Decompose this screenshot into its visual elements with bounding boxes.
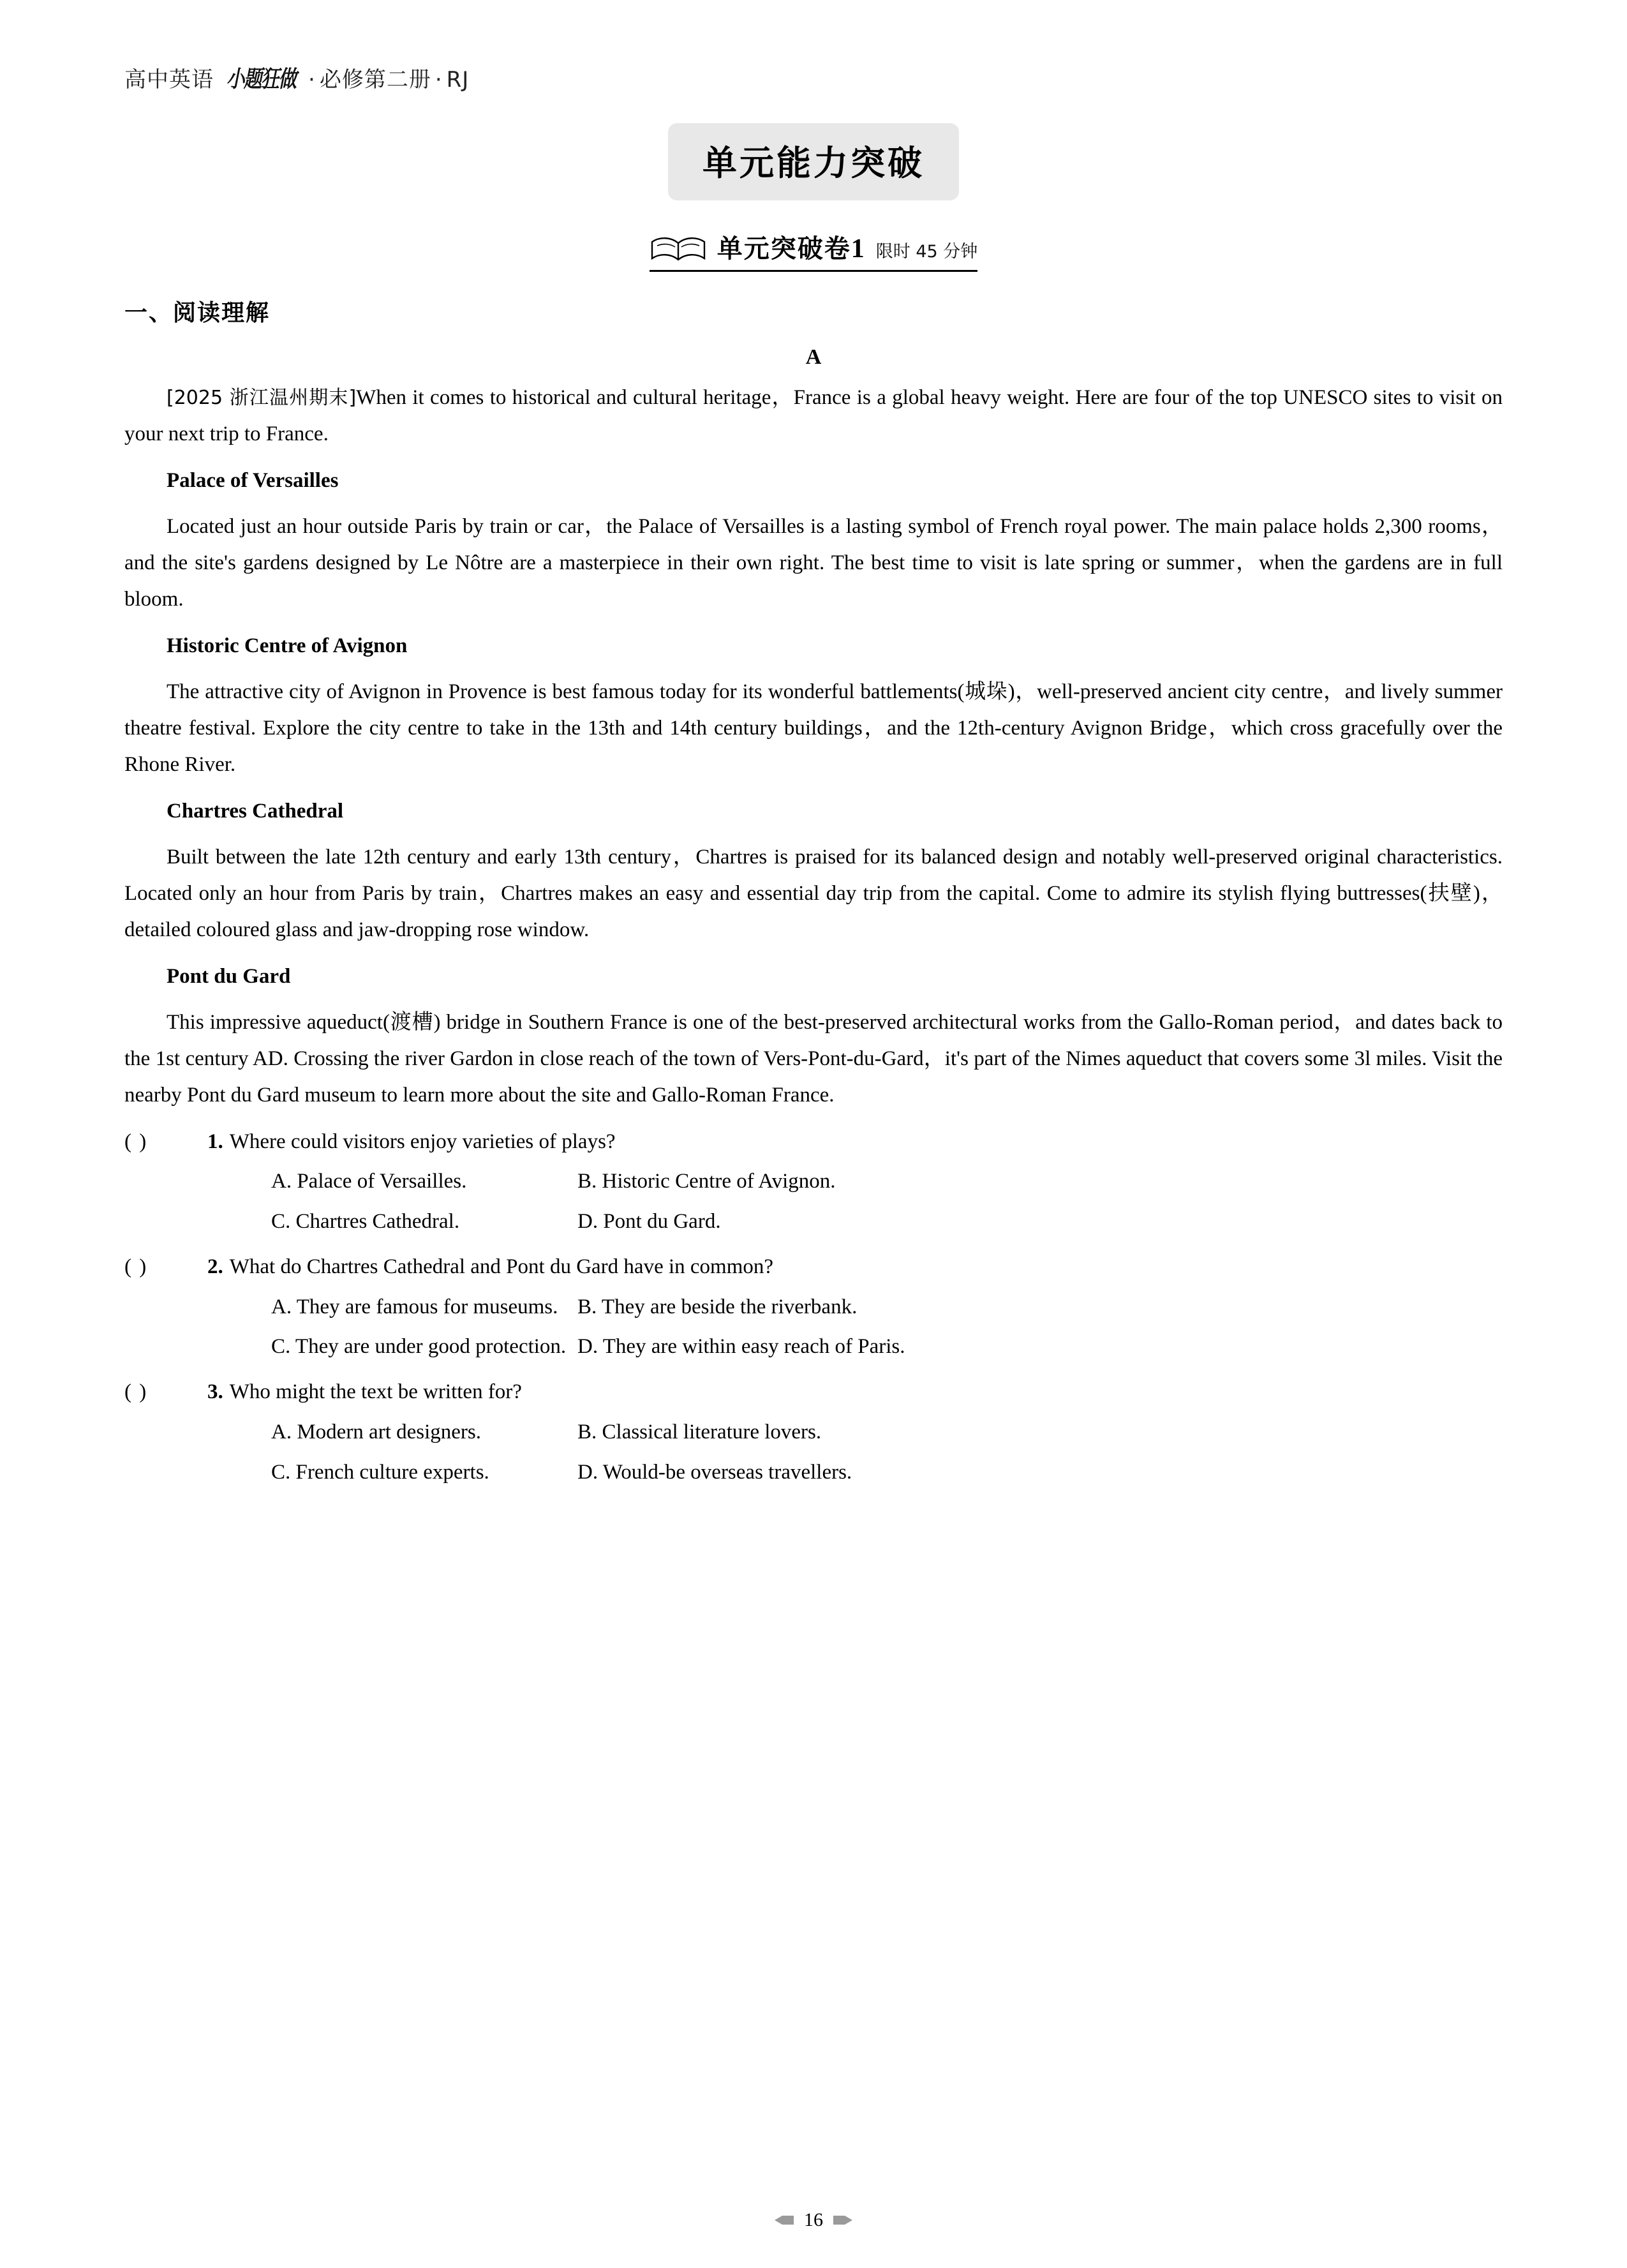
passage-subheading: Chartres Cathedral <box>167 799 344 823</box>
question-number: 2. <box>207 1255 223 1278</box>
option-row <box>271 1456 1503 1489</box>
open-book-icon <box>650 234 707 265</box>
question-text: Who might the text be written for? <box>229 1380 522 1404</box>
question-item <box>124 1250 1503 1364</box>
option-c[interactable]: C. Chartres Cathedral. <box>271 1210 460 1234</box>
header-series-logo: 小题狂做 <box>226 66 296 93</box>
passage-body: Located just an hour outside Paris by train or car，the Palace of Versailles is a lasting symbol of French royal power. The main palace holds 2,300 rooms，and the site's gardens designed by Le Nôtre are a masterpiece in their own right. The best time to visit is late spring or summer，when the gardens are in full bloom. <box>124 515 1503 611</box>
section-title-text: 单元突破卷 <box>717 234 851 264</box>
question-item <box>124 1125 1503 1239</box>
page-title: 单元能力突破 <box>668 123 959 200</box>
footer-right-ornament-icon <box>833 2216 852 2225</box>
header-separator-1: · <box>308 67 316 93</box>
option-row <box>271 1165 1503 1198</box>
option-row <box>271 1415 1503 1449</box>
passage-body: The attractive city of Avignon in Provence is best famous today for its wonderful battlements(城垛)，well-preserved ancient city centre，and lively summer theatre festival. Explore the city centre to take in the 13th and 14th century buildings，and the 12th-century Avignon Bridge，which cross gracefully over the Rhone River. <box>124 680 1503 776</box>
passage-body: Built between the late 12th century and early 13th century，Chartres is praised for its balanced design and notably well-preserved original characteristics. Located only an hour from Paris by train，Chartres makes an easy and essential day trip from the capital. Come to admire its stylish flying buttresses(扶壁)，detailed coloured glass and jaw-dropping rose window. <box>124 846 1503 941</box>
option-b[interactable]: B. Historic Centre of Avignon. <box>577 1170 836 1193</box>
option-c[interactable]: C. French culture experts. <box>271 1460 489 1484</box>
section-header-inner <box>650 228 978 272</box>
option-b[interactable]: B. Classical literature lovers. <box>577 1421 822 1444</box>
header-separator-2: · <box>435 67 443 93</box>
option-a[interactable]: A. Modern art designers. <box>271 1421 482 1444</box>
option-row <box>271 1290 1503 1324</box>
passage-intro <box>124 380 1503 452</box>
question-line <box>124 1250 1503 1284</box>
option-c[interactable]: C. They are under good protection. <box>271 1335 567 1359</box>
question-line <box>124 1375 1503 1409</box>
passage-subheading: Pont du Gard <box>167 964 291 988</box>
section-time-limit: 限时 45 分钟 <box>875 242 978 262</box>
passage-label: A <box>805 345 822 369</box>
header-edition: RJ <box>446 67 470 93</box>
section-number: 1 <box>851 234 866 264</box>
option-d[interactable]: D. Pont du Gard. <box>577 1210 721 1234</box>
section-title <box>717 228 866 265</box>
question-item <box>124 1375 1503 1489</box>
header-subject: 高中英语 <box>124 67 214 93</box>
question-text: Where could visitors enjoy varieties of plays? <box>229 1130 616 1153</box>
passage-intro-text: When it comes to historical and cultural heritage，France is a global heavy weight. Here are four of the top UNESCO sites to visit on your next trip to France. <box>124 386 1503 445</box>
header-volume: 必修第二册 <box>319 67 431 93</box>
passage-subheading: Palace of Versailles <box>167 468 339 492</box>
question-line <box>124 1125 1503 1159</box>
page-header <box>124 0 1503 94</box>
answer-blank[interactable]: ( ) <box>124 1380 148 1404</box>
footer-left-ornament-icon <box>775 2216 794 2225</box>
option-a[interactable]: A. Palace of Versailles. <box>271 1170 467 1193</box>
option-d[interactable]: D. Would-be overseas travellers. <box>577 1460 852 1484</box>
option-a[interactable]: A. They are famous for museums. <box>271 1295 558 1318</box>
section-header <box>124 228 1503 272</box>
passage-subheading: Historic Centre of Avignon <box>167 634 408 657</box>
option-d[interactable]: D. They are within easy reach of Paris. <box>577 1335 905 1359</box>
page-footer <box>0 2209 1627 2231</box>
option-row <box>271 1205 1503 1239</box>
part-title: 一、阅读理解 <box>124 300 271 326</box>
option-row <box>271 1330 1503 1364</box>
page-number: 16 <box>804 2209 823 2230</box>
answer-blank[interactable]: ( ) <box>124 1130 148 1153</box>
passage-body: This impressive aqueduct(渡槽) bridge in Southern France is one of the best-preserved architectural works from the Gallo-Roman period，and dates back to the 1st century AD. Crossing the river Gardon in close reach of the town of Vers-Pont-du-Gard，it's part of the Nimes aqueduct that covers some 3l miles. Visit the nearby Pont du Gard museum to learn more about the site and Gallo-Roman France. <box>124 1011 1503 1107</box>
banner-wrap <box>124 123 1503 200</box>
question-text: What do Chartres Cathedral and Pont du Gard have in common? <box>229 1255 774 1278</box>
answer-blank[interactable]: ( ) <box>124 1255 148 1278</box>
passage-source: [2025 浙江温州期末] <box>167 387 357 409</box>
question-number: 3. <box>207 1380 223 1404</box>
option-b[interactable]: B. They are beside the riverbank. <box>577 1295 858 1318</box>
question-number: 1. <box>207 1130 223 1153</box>
